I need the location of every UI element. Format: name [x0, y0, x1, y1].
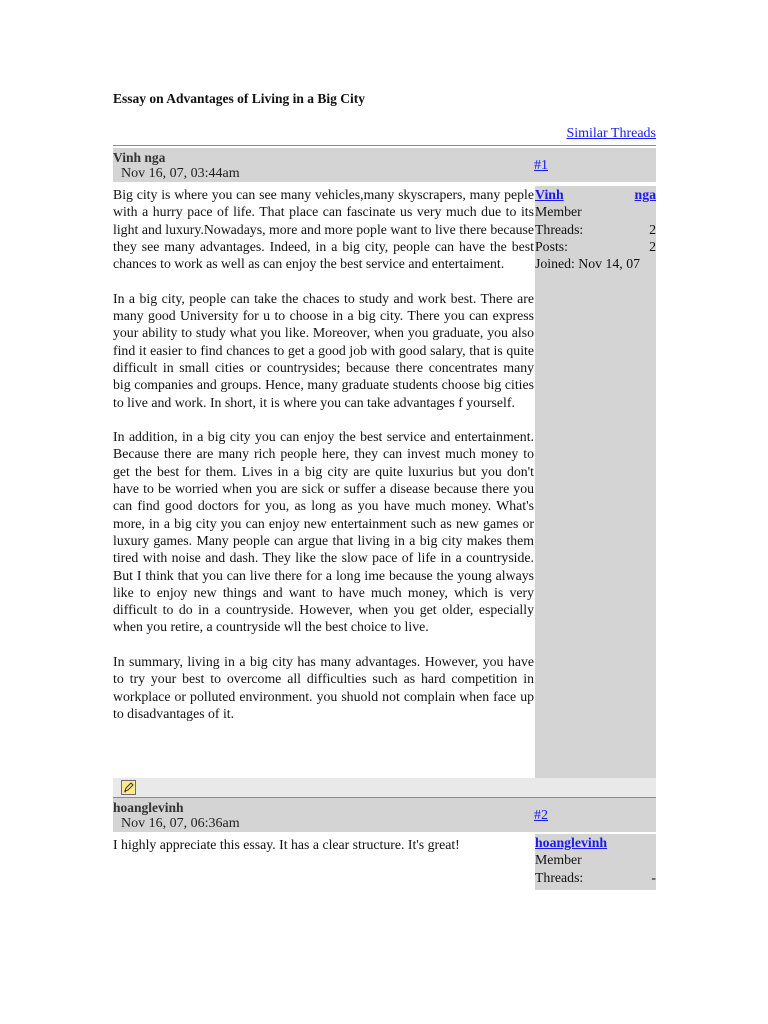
- username-first: Vinh: [535, 187, 564, 202]
- post-paragraph: In addition, in a big city you can enjoy the best service and entertainment. Because there are many rich people here, they can invest much money to get the best for them. Lives in a big city are quite luxurius but you don't have to be worried when you are sick or suffer a disease because there you can find good doctors for you, as long as you have much money. What's more, in a big city you can enjoy new entertainment such as new games or luxury games. Many people can argue that living in a big city makes them tired with noise and dash. They like the slow pace of life in a countryside. But I think that you can live there for a long ime because the young always like to enjoy new things and want to have much money, which is very difficult to do in a countryside. However, when you get older, especially when you retire, a countryside wll the best choice to live.: [113, 429, 534, 635]
- divider: [113, 145, 656, 146]
- post-body: [113, 186, 534, 722]
- page-title: Essay on Advantages of Living in a Big City: [113, 91, 366, 106]
- post-date: Nov 16, 07, 06:36am: [121, 816, 240, 831]
- threads-stat: [535, 869, 656, 886]
- threads-label: Threads:: [535, 869, 584, 885]
- post-number-link[interactable]: #2: [534, 808, 548, 823]
- similar-threads-link[interactable]: Similar Threads: [566, 126, 656, 141]
- posts-stat: [535, 238, 656, 255]
- post-paragraph: In a big city, people can take the chaces to study and work best. There are many good University for u to choose in a big city. There you can express your ability to study what you like. Moreover, when you graduate, you also find it easier to find chances to get a good job with good salary, that is quite difficult in small cities or countrysides; because there concentrates many big companies and groups. Hence, many graduate students choose big cities to live and work. In short, it is where you can take advantages f yourself.: [113, 290, 534, 410]
- user-info-sidebar: [535, 186, 656, 778]
- post-header: [113, 798, 656, 832]
- post-toolbar: [113, 778, 656, 798]
- threads-value: 2: [649, 221, 656, 237]
- post-paragraph: In summary, living in a big city has many advantages. However, you have to try your best to overcome all difficulties such as hard competition in workplace or polluted environment. you shuold not complain when face up to disadvantages of it.: [113, 654, 534, 721]
- post-paragraph: I highly appreciate this essay. It has a clear structure. It's great!: [113, 837, 460, 852]
- username: hoanglevinh: [535, 835, 608, 850]
- post-date: Nov 16, 07, 03:44am: [121, 166, 240, 181]
- threads-label: Threads:: [535, 221, 584, 237]
- joined-date: Joined: Nov 14, 07: [535, 256, 641, 272]
- username-last: nga: [634, 187, 656, 202]
- posts-label: Posts:: [535, 238, 568, 254]
- post-author: hoanglevinh: [113, 800, 184, 815]
- post-paragraph: Big city is where you can see many vehicles,many skyscrapers, many peple with a hurry pace of life. That place can fascinate us very much due to its light and luxury.Nowadays, more and more pople want to live there because they see many advantages. Indeed, in a big city, people can have the best chances to work as well as can enjoy the best service and entertaiment.: [113, 187, 534, 272]
- user-info-sidebar: [535, 834, 656, 890]
- username-link[interactable]: [535, 186, 656, 203]
- edit-icon[interactable]: [121, 780, 136, 795]
- post-body: [113, 836, 534, 853]
- user-role: Member: [535, 204, 582, 220]
- posts-value: 2: [649, 238, 656, 254]
- username-link[interactable]: [535, 834, 656, 851]
- threads-stat: [535, 221, 656, 238]
- post-header: [113, 148, 656, 182]
- post-number-link[interactable]: #1: [534, 158, 548, 173]
- post-author: Vinh nga: [113, 150, 166, 165]
- threads-value: -: [651, 869, 656, 885]
- user-role: Member: [535, 852, 582, 868]
